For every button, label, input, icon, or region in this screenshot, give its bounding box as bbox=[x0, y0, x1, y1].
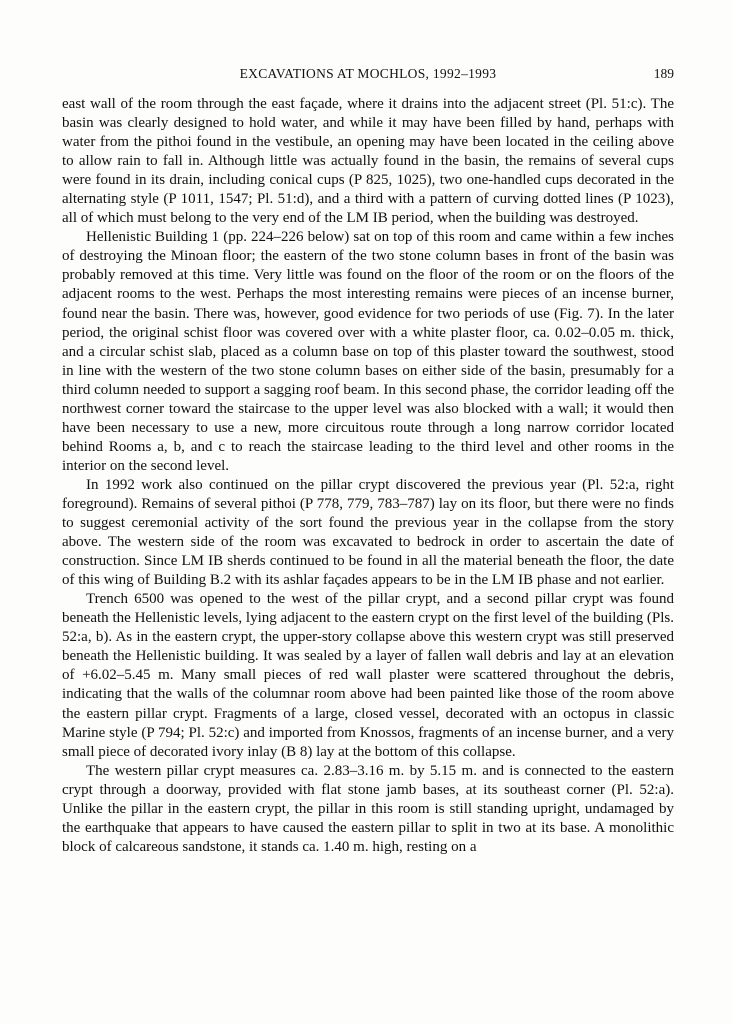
paragraph-4: Trench 6500 was opened to the west of the pillar crypt, and a second pillar crypt was found beneath the Hellenistic levels, lying adjacent to the eastern crypt on the first level of the building (Pls. 52:a, b). As in the eastern crypt, the upper-story collapse above this western crypt was still preserved beneath the Hellenistic building. It was sealed by a layer of fallen wall debris and lay at an elevation of +6.02–5.45 m. Many small pieces of red wall plaster were scattered throughout the debris, indicating that the walls of the columnar room above had been painted like those of the room above the eastern pillar crypt. Fragments of a large, closed vessel, decorated with an octopus in classic Marine style (P 794; Pl. 52:c) and imported from Knossos, fragments of an incense burner, and a very small piece of decorated ivory inlay (B 8) lay at the bottom of this collapse. bbox=[62, 591, 674, 760]
page-number: 189 bbox=[653, 66, 674, 81]
paragraph-3: In 1992 work also continued on the pillar crypt discovered the previous year (Pl. 52:a, right foreground). Remains of several pithoi (P 778, 779, 783–787) lay on its floor, but there were no finds to suggest ceremonial activity of the sort found the previous year in the collapse from the story above. The western side of the room was excavated to bedrock in order to ascertain the date of construction. Since LM IB sherds continued to be found in all the material beneath the floor, the date of this wing of Building B.2 with its ashlar façades appears to be in the LM IB phase and not earlier. bbox=[62, 476, 674, 589]
paragraph-5: The western pillar crypt measures ca. 2.83–3.16 m. by 5.15 m. and is connected to the eastern crypt through a doorway, provided with flat stone jamb bases, at its southeast corner (Pl. 52:a). Unlike the pillar in the eastern crypt, the pillar in this room is still standing upright, undamaged by the earthquake that appears to have caused the eastern pillar to split in two at its base. A monolithic block of calcareous sandstone, it stands ca. 1.40 m. high, resting on a bbox=[62, 762, 674, 855]
paragraph-2: Hellenistic Building 1 (pp. 224–226 below) sat on top of this room and came within a few inches of destroying the Minoan floor; the eastern of the two stone column bases in front of the basin was probably removed at this time. Very little was found on the floor of the room or on the floors of the adjacent rooms to the west. Perhaps the most interesting remains were pieces of an incense burner, found near the basin. There was, however, good evidence for two periods of use (Fig. 7). In the later period, the original schist floor was covered over with a white plaster floor, ca. 0.02–0.05 m. thick, and a circular schist slab, placed as a column base on top of this plaster toward the southwest, stood in line with the western of the two stone column bases on either side of the basin, presumably for a third column needed to support a sagging roof beam. In this second phase, the corridor leading off the northwest corner toward the staircase to the upper level was also blocked with a wall; it would then have been necessary to use a new, more circuitous route through a long narrow corridor located behind Rooms a, b, and c to reach the staircase leading to the third level and other rooms in the interior on the second level. bbox=[62, 229, 674, 474]
paragraph-1: east wall of the room through the east façade, where it drains into the adjacent street (Pl. 51:c). The basin was clearly designed to hold water, and while it may have been filled by hand, perhaps with water from the pithoi found in the vestibule, an opening may have been located in the ceiling above to allow rain to fall in. Although little was actually found in the basin, the remains of several cups were found in its drain, including conical cups (P 825, 1025), two one-handled cups decorated in the alternating style (P 1011, 1547; Pl. 51:d), and a third with a pattern of curving dotted lines (P 1023), all of which must belong to the very end of the LM IB period, when the building was destroyed. bbox=[62, 96, 674, 227]
page-header bbox=[62, 66, 674, 86]
body-text bbox=[62, 95, 674, 857]
running-title: EXCAVATIONS AT MOCHLOS, 1992–1993 bbox=[239, 66, 497, 81]
